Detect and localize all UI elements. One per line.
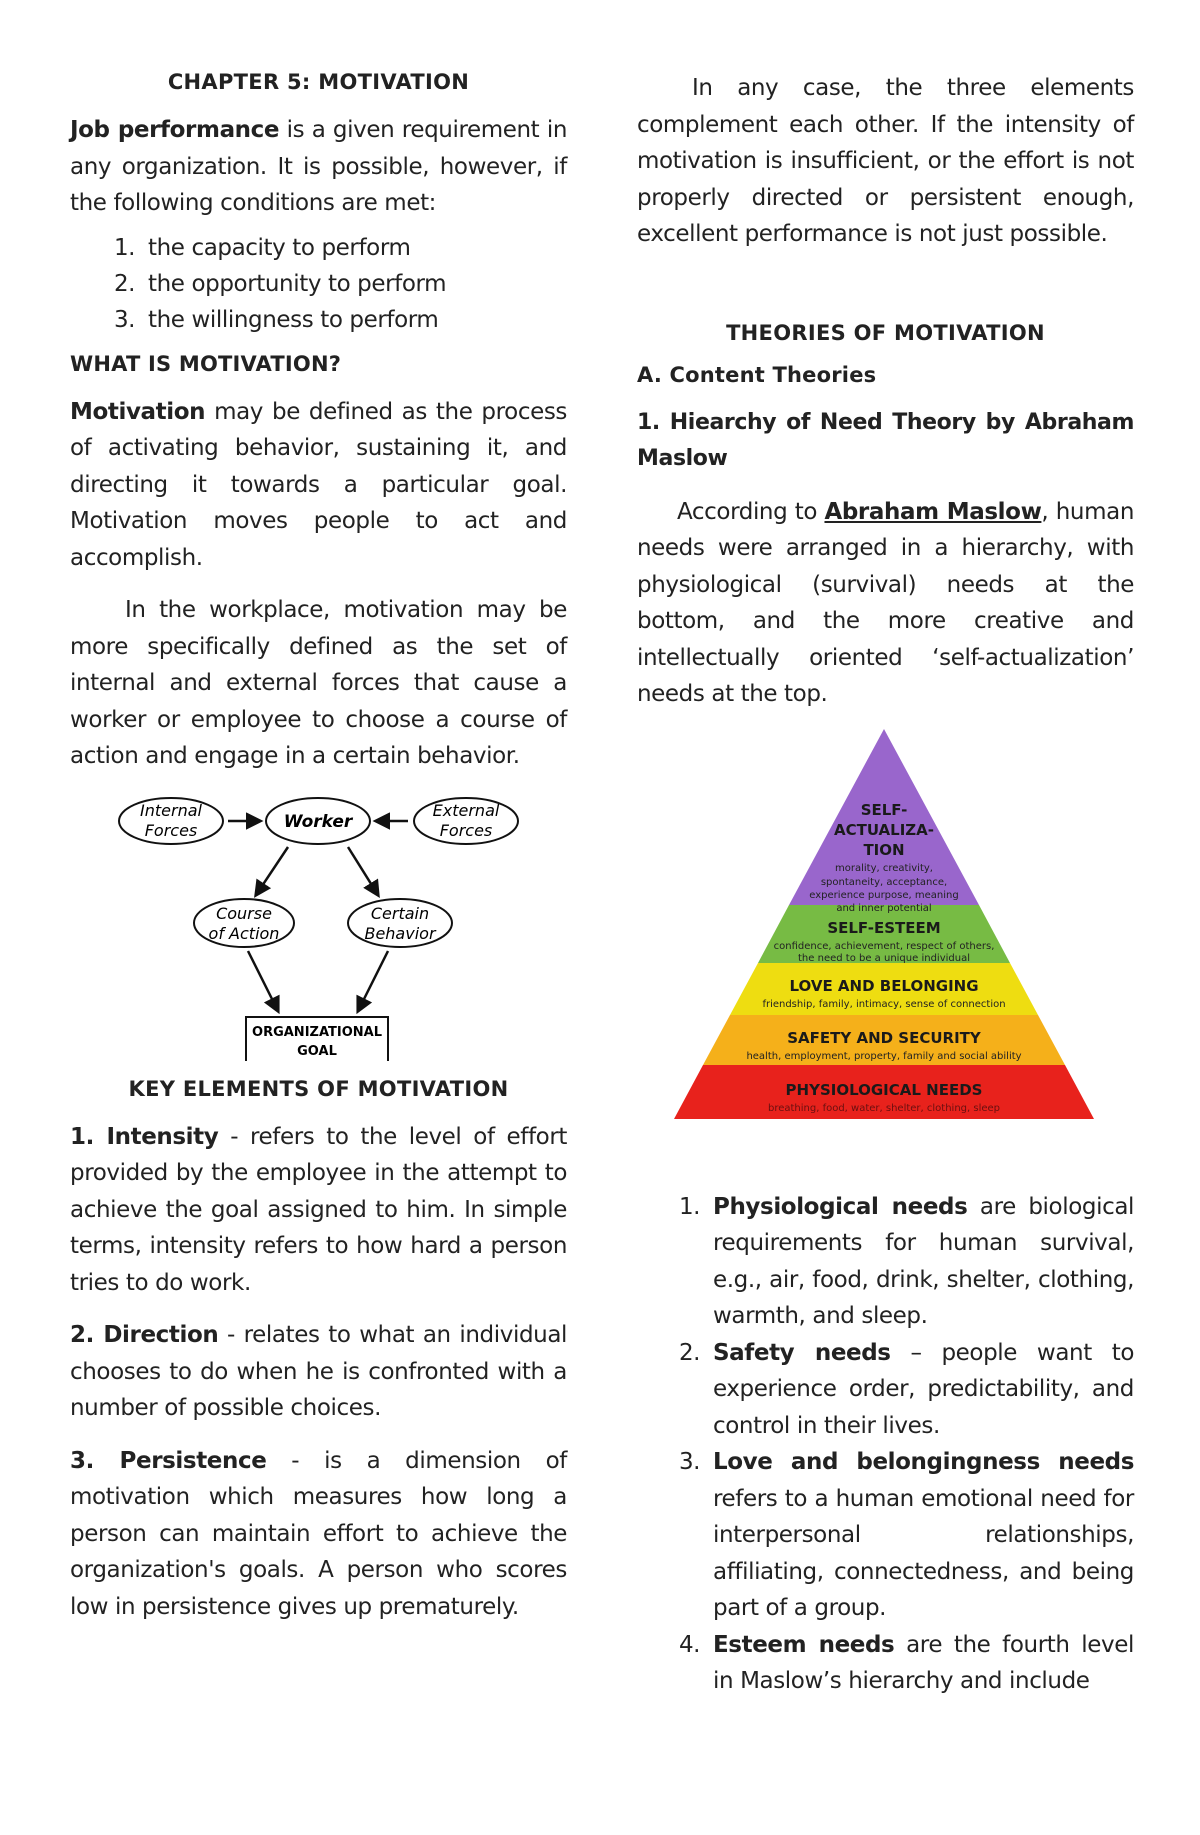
need-text: are biological requirements for human survival, e.g., air, food, drink, shelter, clothing, warmth, and sleep. [713, 1193, 1134, 1329]
need-text: refers to a human emotional need for interpersonal relationships, affiliating, connectedness, and being part of a group. [713, 1485, 1134, 1621]
persistence-paragraph [70, 1443, 567, 1626]
need-text: – people want to experience order, predictability, and control in their lives. [713, 1339, 1134, 1439]
es-title: SELF-ESTEEM [827, 918, 941, 937]
need-term: Safety needs [713, 1339, 891, 1366]
need-term: Physiological needs [713, 1193, 968, 1220]
sa-desc-3: experience purpose, meaning [809, 889, 959, 901]
goal-label-2: GOAL [297, 1043, 337, 1059]
motivation-term: Motivation [70, 398, 206, 425]
key-elements-heading: KEY ELEMENTS OF MOTIVATION [128, 1076, 509, 1101]
worker-label: Worker [283, 811, 353, 832]
ss-desc-1: health, employment, property, family and social ability [746, 1050, 1022, 1062]
need-term: Love and belongingness needs [713, 1449, 1134, 1475]
certain-behavior-node [348, 899, 452, 947]
intensity-paragraph [70, 1119, 567, 1302]
needs-list [637, 1189, 1134, 1700]
intro-term: Job performance [70, 117, 280, 143]
need-item-safety [707, 1335, 1134, 1445]
course-label-1: Course [216, 903, 272, 923]
external-forces-node [414, 798, 518, 844]
internal-forces-label-2: Forces [144, 820, 198, 840]
need-term: Esteem needs [713, 1631, 895, 1658]
what-is-motivation-heading: WHAT IS MOTIVATION? [70, 351, 342, 376]
internal-forces-label-1: Internal [140, 800, 202, 820]
intensity-text: - refers to the level of effort provided by the employee in the attempt to achieve the goal assigned to him. In simple terms, intensity refers to how hard a person tries to do work. [70, 1123, 567, 1296]
chapter-title: CHAPTER 5: MOTIVATION [167, 70, 470, 94]
external-forces-label-2: Forces [439, 820, 493, 840]
intensity-term: 1. Intensity [70, 1123, 219, 1150]
ss-title: SAFETY AND SECURITY [787, 1028, 981, 1047]
condition-item: 1. the capacity to perform [142, 230, 567, 266]
es-desc-2: the need to be a unique individual [798, 952, 970, 964]
direction-paragraph [70, 1317, 567, 1427]
need-item-physiological [707, 1189, 1134, 1335]
persistence-term: 3. Persistence [70, 1447, 267, 1474]
intro-paragraph [70, 112, 567, 222]
complement-paragraph: In any case, the three elements complement each other. If the intensity of motivation is insufficient, or the effort is not properly directed or persistent enough, excellent performance is not just possible. [637, 75, 1134, 247]
maslow-pyramid [637, 729, 1134, 1169]
es-desc-1: confidence, achievement, respect of others, [773, 940, 995, 952]
motivation-flow-diagram [70, 791, 567, 1061]
need-item-love [707, 1444, 1134, 1627]
certain-label-1: Certain [370, 903, 430, 923]
goal-label-1: ORGANIZATIONAL [252, 1024, 382, 1040]
motivation-text: may be defined as the process of activating behavior, sustaining it, and directing it towards a particular goal. Motivation moves people to act and accomplish. [70, 398, 567, 571]
condition-item: 2. the opportunity to perform [142, 266, 567, 302]
arrow-worker-to-course [256, 847, 288, 895]
course-of-action-node [194, 899, 294, 947]
maslow-pre: According to [677, 498, 825, 525]
sa-desc-2: spontaneity, acceptance, [820, 876, 948, 888]
conditions-list [70, 230, 567, 338]
motivation-definition [70, 394, 567, 577]
workplace-paragraph: In the workplace, motivation may be more specifically defined as the set of internal and external forces that cause a worker or employee to choose a course of action and engage in a certain behavior. [70, 597, 567, 769]
right-column [637, 70, 1134, 1700]
maslow-post: , human needs were arranged in a hierarchy, with physiological (survival) needs at the bottom, and the more creative and intellectually oriented ‘self-actualization’ needs at the top. [637, 498, 1134, 707]
sa-title-3: TION [863, 840, 905, 859]
direction-term: 2. Direction [70, 1322, 219, 1348]
need-text: are the fourth level in Maslow’s hierarchy and include [713, 1631, 1134, 1694]
sa-desc-1: morality, creativity, [835, 862, 933, 874]
lb-title: LOVE AND BELONGING [789, 976, 979, 995]
sa-title-1: SELF- [860, 800, 908, 819]
persistence-text: - is a dimension of motivation which measures how long a person can maintain effort to achieve the organization's goals. A person who scores low in persistence gives up prematurely. [70, 1447, 567, 1620]
direction-text: - relates to what an individual chooses to do when he is confronted with a number of possible choices. [70, 1322, 568, 1421]
arrow-course-to-goal [248, 951, 278, 1011]
theories-heading: THEORIES OF MOTIVATION [726, 320, 1045, 345]
lb-desc-1: friendship, family, intimacy, sense of connection [762, 998, 1006, 1010]
worker-node [266, 798, 370, 844]
intro-text: is a given requirement in any organization. It is possible, however, if the following conditions are met: [70, 117, 567, 216]
course-label-2: of Action [208, 923, 280, 943]
arrow-worker-to-behavior [348, 847, 378, 895]
internal-forces-node [119, 798, 223, 844]
sa-desc-4: and inner potential [836, 902, 932, 914]
left-column [70, 70, 567, 1641]
certain-label-2: Behavior [364, 923, 436, 943]
ph-title: PHYSIOLOGICAL NEEDS [785, 1080, 983, 1099]
hierarchy-heading: 1. Hiearchy of Need Theory by Abraham Maslow [637, 409, 1134, 471]
maslow-name-link[interactable]: Abraham Maslow [824, 498, 1042, 525]
maslow-paragraph [637, 494, 1134, 713]
content-theories-heading: A. Content Theories [637, 362, 877, 387]
need-item-esteem [707, 1627, 1134, 1700]
sa-title-2: ACTUALIZA- [833, 820, 935, 839]
arrow-behavior-to-goal [358, 951, 388, 1011]
organizational-goal-node [246, 1017, 388, 1061]
ph-desc-1: breathing, food, water, shelter, clothing, sleep [767, 1102, 1001, 1114]
condition-item: 3. the willingness to perform [142, 302, 567, 338]
external-forces-label-1: External [432, 800, 500, 820]
